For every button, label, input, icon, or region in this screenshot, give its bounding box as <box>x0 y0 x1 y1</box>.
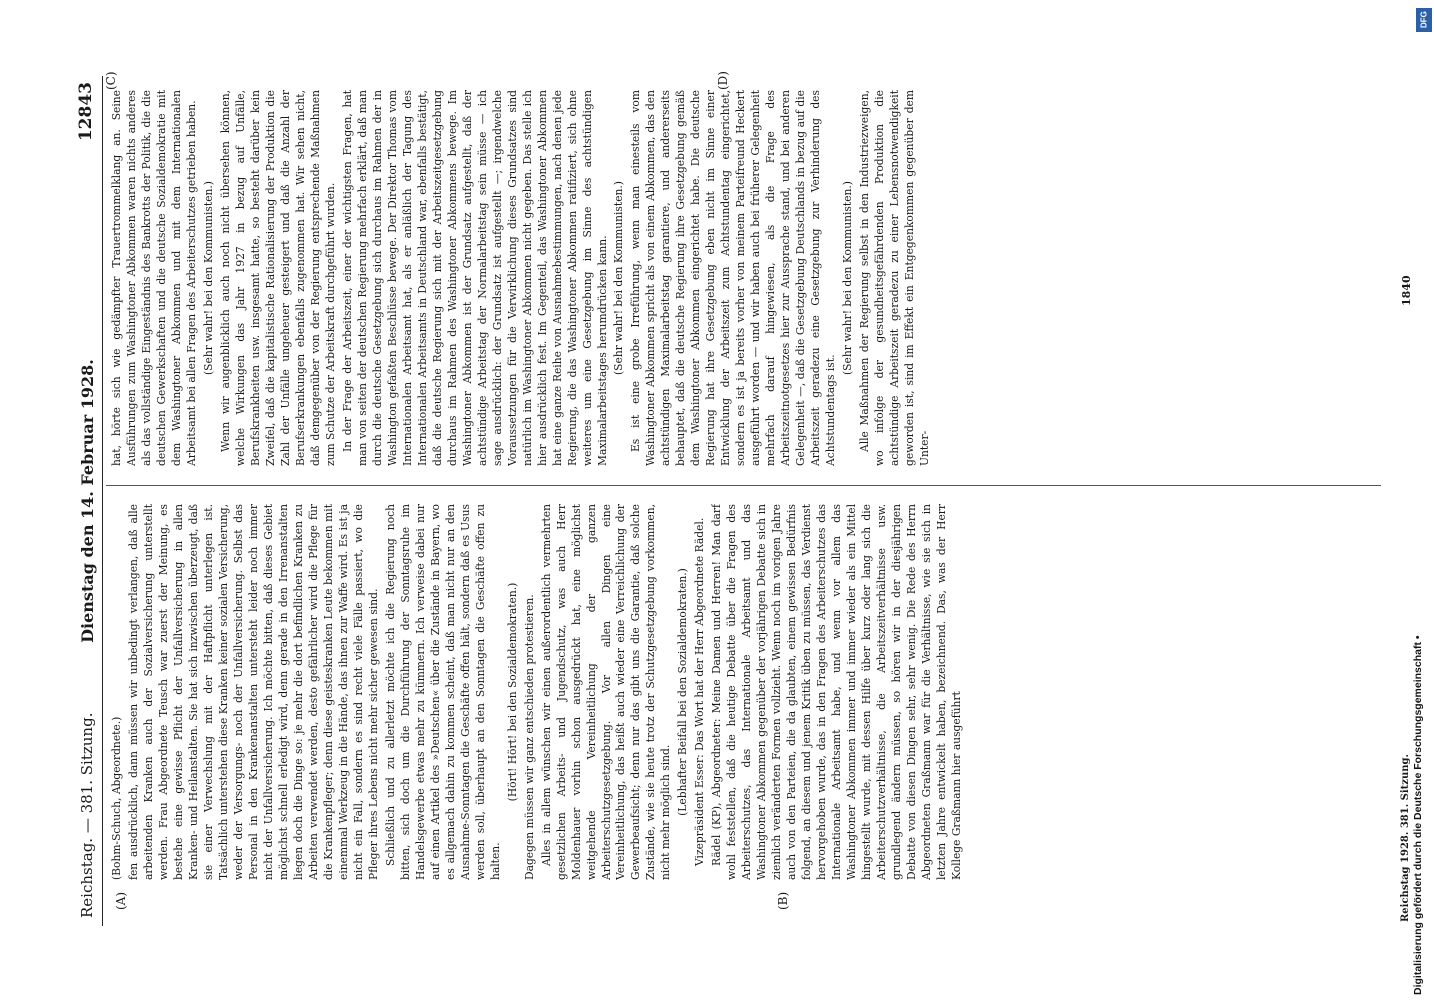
document-page <box>76 71 1421 926</box>
interjection: (Sehr wahr! bei den Kommunisten.) <box>841 181 855 375</box>
paragraph: Dagegen müssen wir ganz entschieden protestieren. <box>522 594 536 880</box>
page-footer: Reichstag 1928. 381. Sitzung. <box>1400 754 1411 922</box>
paragraph: hat, hörte sich wie gedämpfter Trauertrommelklang an. Seine Ausführungen zum Washingtoner Abkommen waren nichts anderes als das vollständige Eingeständnis des Bankrotts der Politik, die die deutschen Gewerkschaften und die deutsche Sozialdemokratie mit dem Washingtoner Abkommen und mit dem Internationalen Arbeitsamt bei allen Fragen des Arbeiterschutzes getrieben haben. <box>110 90 198 466</box>
interjection: (Lebhafter Beifall bei den Sozialdemokraten.) <box>676 568 690 816</box>
signature-number: 1840 <box>1400 275 1413 306</box>
margin-marker-b: (B) <box>776 891 790 910</box>
paragraph: Vizepräsident Esser: Das Wort hat der Herr Abgeordnete Rädel. <box>693 517 707 866</box>
header-date: Dienstag den 14. Februar 1928. <box>78 359 97 643</box>
header-title: Reichstag. — 381. Sitzung. <box>78 712 96 918</box>
interjection: (Sehr wahr! bei den Kommunisten.) <box>612 181 626 375</box>
text-column-right <box>110 90 1381 466</box>
dfg-logo-badge: DFG <box>1416 8 1432 32</box>
interjection: (Hört! Hört! bei den Sozialdemokraten.) <box>505 582 519 802</box>
digitization-credit: Digitalisierung gefördert durch die Deutsche Forschungsgemeinschaft • <box>1412 635 1424 995</box>
page-number: 12843 <box>76 82 96 142</box>
paragraph: Schließlich und zu allerletzt möchte ich die Regierung noch bitten, sich doch um die Durchführung der Sonntagsruhe im Handelsgewerbe etwas mehr zu kümmern. Ich verweise dabei nur auf einen Artikel des »Deutschen« über die Zustände in Bayern, wo es allgemach dahin zu kommen scheint, daß man nicht nur an den Ausnahme-Sonntagen die Geschäfte offen hält, sondern daß es Usus werden soll, überhaupt an den Sonntagen die Geschäfte offen zu halten. <box>383 504 502 880</box>
column-divider <box>106 485 1381 486</box>
paragraph: Alle Maßnahmen der Regierung selbst in den Industriezweigen, wo infolge der gesundheitsgefährdenden Produktion die achtstündige Arbeitszeit geradezu zu einer Lebensnotwendigkeit geworden ist, sind im Effekt ein Entgegenkommen gegenüber dem Unter- <box>858 90 932 466</box>
paragraph: In der Frage der Arbeitszeit, einer der wichtigsten Fragen, hat man von seiten der deutschen Regierung mehrfach erklärt, daß man durch die deutsche Gesetzgebung sich durchaus im Rahmen der in Washington gefaßten Beschlüsse bewege. Der Direktor Thomas vom Internationalen Arbeitsamt hat, als er anläßlich der Tagung des Internationalen Arbeitsamts in Deutschland war, ebenfalls bestätigt, daß die deutsche Regierung sich mit der Arbeitszeitgesetzgebung durchaus im Rahmen des Washingtoner Abkommens bewege. Im Washingtoner Abkommen ist der Grundsatz aufgestellt, daß der achtstündige Arbeitstag der Normalarbeitstag sein müsse — ich sage ausdrücklich: der Grundsatz ist aufgestellt —; irgendwelche Voraussetzungen für die Verwirklichung dieses Grundsatzes sind natürlich im Washingtoner Abkommen nicht gegeben. Das stelle ich hier ausdrücklich fest. Im Gegenteil, das Washingtoner Abkommen hat eine ganze Reihe von Ausnahmebestimmungen, nach denen jede Regierung, die das Washingtoner Abkommen ratifiziert, sich ohne weiteres um eine Gesetzgebung im Sinne des achtstündigen Maximalarbeitstages herumdrücken kann. <box>340 90 609 466</box>
paragraph: Rädel (KP), Abgeordneter: Meine Damen und Herren! Man darf wohl feststellen, daß die heutige Debatte über die Fragen des Arbeiterschutzes, das Internationale Arbeitsamt und das Washingtoner Abkommen gegenüber der vorjährigen Debatte sich in ziemlich veränderten Formen vollzieht. Wenn noch im vorigen Jahre auch von den Parteien, die da glaubten, einem gewissen Bedürfnis folgend, an diesem und jenem Kritik üben zu müssen, das Verdienst hervorgehoben wurde, das in den Fragen des Arbeiterschutzes das Internationale Arbeitsamt habe, und wenn vor allem das Washingtoner Abkommen immer und immer wieder als ein Mittel hingestellt wurde, mit dessen Hilfe über kurz oder lang sich die Arbeiterschutzverhältnisse, die Arbeitszeitverhältnisse usw. grundlegend ändern müssen, so hören wir in der diesjährigen Debatte von diesen Dingen sehr, sehr wenig. Die Rede des Herrn Abgeordneten Graßmann war für die Verhältnisse, wie sie sich in letzten Jahre entwickelt haben, bezeichnend. Das, was der Herr Kollege Graßmann hier ausgeführt <box>710 504 964 880</box>
speaker-head: (Bohm-Schuch, Abgeordnete.) <box>110 716 123 880</box>
margin-marker-d: (D) <box>716 71 730 90</box>
interjection: (Sehr wahr! bei den Kommunisten.) <box>201 181 215 375</box>
paragraph: fen ausdrücklich, dann müssen wir unbedingt verlangen, daß alle arbeitenden Kranken auch der Sozialversicherung unterstellt werden. Frau Abgeordnete Teusch war zuerst der Meinung, es bestehe eine gewisse Pflicht der Unfallversicherung in allen Kranken- und Heilanstalten. Sie hat sich inzwischen überzeugt, daß sie einer Verwechslung mit der Haftpflicht unterlegen ist. Tatsächlich unterstehen diese Kranken keiner sozialen Versicherung, weder der Versorgungs- noch der Unfallversicherung. Selbst das Personal in den Krankenanstalten untersteht leider noch immer nicht der Unfallversicherung. Ich möchte bitten, daß dieses Gebiet möglichst schnell erledigt wird, denn gerade in den Irrenanstalten liegen doch die Dinge so: je mehr die dort befindlichen Kranken zu Arbeiten verwendet werden, desto gefährlicher wird die Pflege für die Krankenpfleger; denn diese geisteskranken Leute bekommen mit einemmal Werkzeug in die Hände, das ihnen zur Waffe wird. Es ist ja nicht ein Fall, sondern es sind recht viele Fälle passiert, wo die Pfleger ihres Lebens nicht mehr sicher gewesen sind. <box>126 504 380 880</box>
paragraph: Wenn wir augenblicklich auch noch nicht übersehen können, welche Wirkungen das Jahr 1927 in bezug auf Unfälle, Berufskrankheiten usw. insgesamt hatte, so besteht darüber kein Zweifel, daß die kapitalistische Rationalisierung der Produktion die Zahl der Unfälle ungeheuer gesteigert und daß die Anzahl der Berufserkrankungen ebenfalls zugenommen hat. Wir sehen nicht, daß demgegenüber von der Regierung entsprechende Maßnahmen zum Schutze der Arbeitskraft durchgeführt wurden. <box>218 90 337 466</box>
paragraph: Alles in allem wünschen wir einen außerordentlich vermehrten gesetzlichen Arbeits- und Jugendschutz, was auch Herr Moldenhauer vorhin schon ausgedrückt hat, eine möglichst weitgehende Vereinheitlichung der ganzen Arbeiterschutzgesetzgebung. Vor allen Dingen eine Vereinheitlichung, das heißt auch wieder eine Verreichlichung der Gewerbeaufsicht; denn nur das gibt uns die Garantie, daß solche Zustände, wie sie heute trotz der Schutzgesetzgebung vorkommen, nicht mehr möglich sind. <box>539 504 673 880</box>
text-column-left <box>110 504 1381 880</box>
page-header <box>76 76 103 926</box>
margin-marker-c: (C) <box>104 71 118 90</box>
margin-marker-a: (A) <box>114 891 128 910</box>
paragraph: Es ist eine grobe Irreführung, wenn man einesteils vom Washingtoner Abkommen spricht als von einem Abkommen, das den achtstündigen Maximalarbeitstag garantiere, und andererseits behauptet, daß die deutsche Regierung ihre Gesetzgebung gemäß dem Washingtoner Abkommen eingerichtet habe. Die deutsche Regierung hat ihre Gesetzgebung eben nicht im Sinne einer Entwicklung der Arbeitszeit zum Achtstundentag eingerichtet, sondern es ist ja bereits vorher von meinem Parteifreund Heckert ausgeführt worden — und wir haben auch bei früherer Gelegenheit mehrfach darauf hingewiesen, als die Frage des Arbeitszeitnotgesetzes hier zur Aussprache stand, und bei anderen Gelegenheit —, daß die Gesetzgebung Deutschlands in bezug auf die Arbeitszeit geradezu eine Gesetzgebung zur Verhinderung des Achtstundentags ist. <box>629 90 838 466</box>
